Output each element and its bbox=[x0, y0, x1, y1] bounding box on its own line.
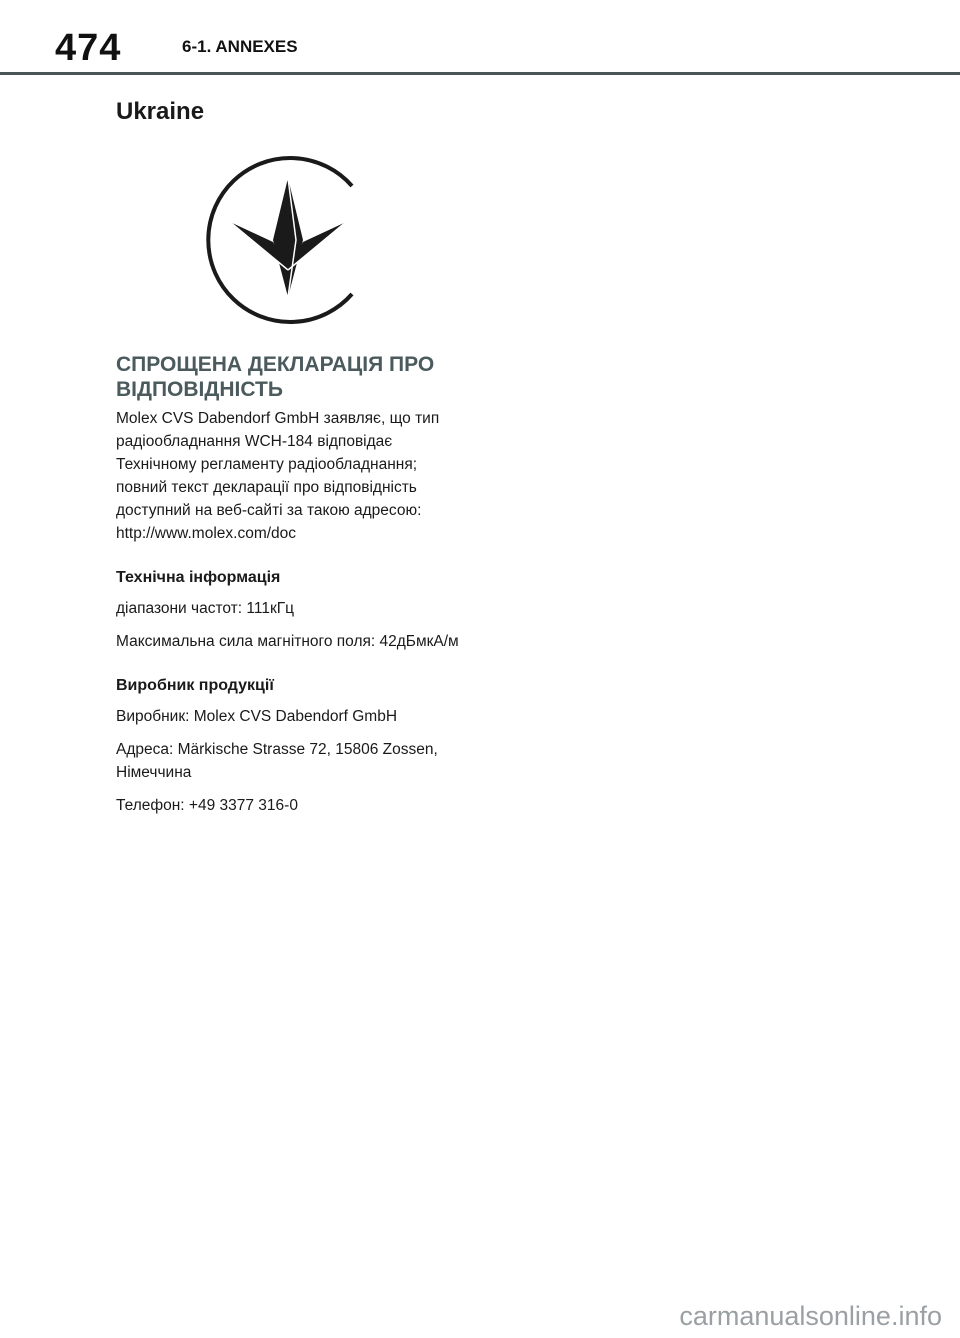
section-title: 6-1. ANNEXES bbox=[182, 37, 298, 56]
manufacturer-heading: Виробник продукції bbox=[116, 677, 274, 694]
country-title: Ukraine bbox=[116, 98, 205, 125]
page-header bbox=[0, 0, 960, 76]
declaration-body: Molex CVS Dabendorf GmbH заявляє, що тип радіообладнання WCH-184 відповідає Технічному регламенту радіообладнання; повний текст декларації про відповідність доступний на веб-сайті за такою адресою: http://www.molex.com/doc bbox=[116, 410, 440, 542]
technical-heading: Технічна інформація bbox=[116, 569, 281, 586]
declaration-heading: СПРОЩЕНА ДЕКЛАРАЦІЯ ПРО ВІДПОВІДНІСТЬ bbox=[116, 353, 435, 401]
ukrainian-conformity-mark-icon bbox=[200, 152, 360, 328]
frequency-range: діапазони частот: 111кГц bbox=[116, 600, 295, 617]
page-number: 474 bbox=[55, 27, 122, 69]
declaration-content bbox=[116, 352, 461, 827]
watermark: carmanualsonline.info bbox=[679, 1301, 942, 1331]
manufacturer-phone: Телефон: +49 3377 316-0 bbox=[116, 797, 298, 814]
manufacturer-address: Адреса: Märkische Strasse 72, 15806 Zossen, Німеччина bbox=[116, 741, 438, 781]
field-strength: Максимальна сила магнітного поля: 42дБмкА/м bbox=[116, 633, 459, 650]
manufacturer-name: Виробник: Molex CVS Dabendorf GmbH bbox=[116, 708, 398, 725]
header-divider bbox=[0, 72, 960, 75]
